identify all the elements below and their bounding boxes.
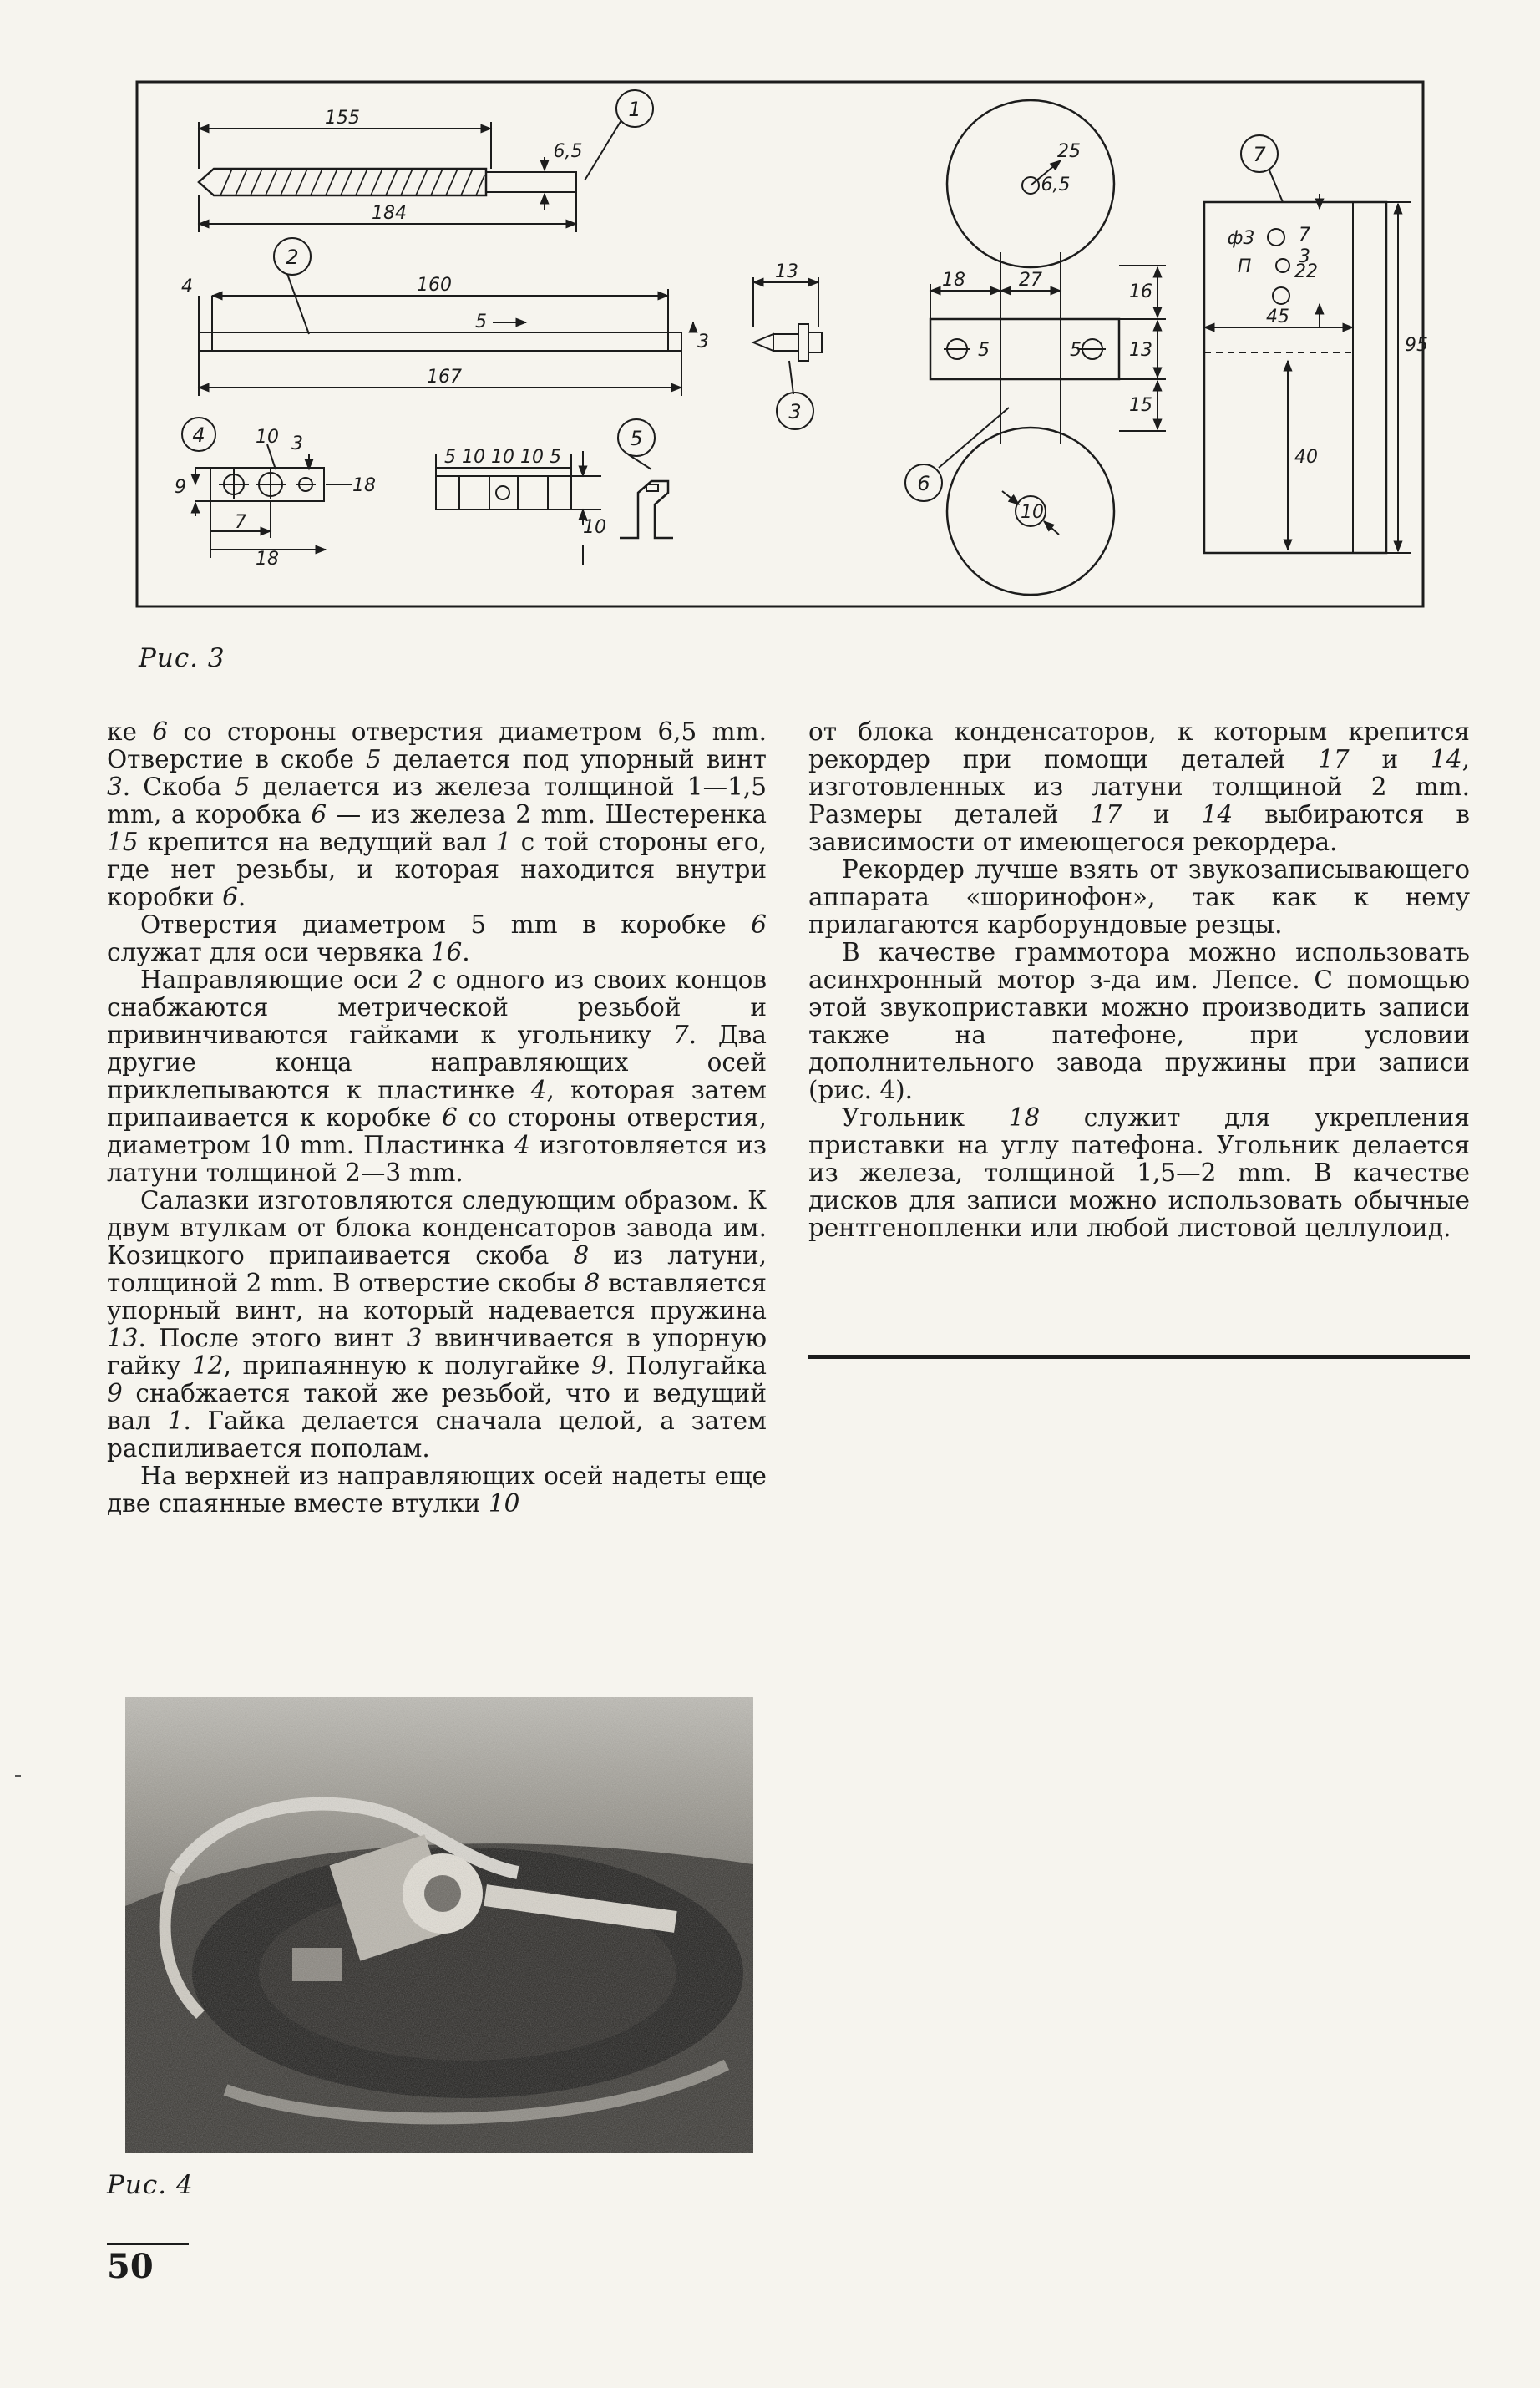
callout-1: 1 (628, 98, 641, 121)
bracket-dims: 5 10 10 10 5 (444, 447, 561, 468)
gear-dim-10: 10 (1021, 502, 1044, 523)
gear-dim-6-5: 6,5 (1041, 175, 1071, 195)
dim-13: 13 (775, 261, 798, 282)
plate-dim-18: 18 (352, 475, 376, 496)
page-number: 50 (107, 2247, 154, 2286)
plate-dim-7: 7 (235, 512, 246, 533)
plate-dim-3: 3 (291, 433, 303, 454)
section-end-rule (808, 1355, 1470, 1359)
figure-3-caption: Рис. 3 (139, 643, 225, 673)
dim-167: 167 (427, 367, 462, 388)
article-column-left (107, 718, 767, 1518)
angle-dim-45: 45 (1266, 307, 1289, 327)
callout-3: 3 (788, 400, 802, 423)
box-dim-5b: 5 (1070, 340, 1082, 361)
callout-7: 7 (1253, 143, 1266, 166)
angle-dim-7: 7 (1299, 225, 1310, 246)
angle-dim-22: 22 (1294, 261, 1318, 282)
dim-184: 184 (372, 203, 407, 224)
figure-3-drawing (134, 77, 1428, 611)
dim-3: 3 (697, 332, 709, 352)
dim-4: 4 (181, 276, 193, 297)
part-7-angle (1204, 135, 1411, 553)
figure-4-photo (125, 1697, 753, 2153)
callout-2: 2 (286, 246, 299, 269)
box-dim-16: 16 (1129, 281, 1152, 302)
paragraph: В качестве граммотора можно использовать асинхронный мотор з-да им. Лепсе. С помощью этой звукоприставки можно производить записи также на патефоне, при условии дополнительного завода пружины при записи (рис. 4). (808, 938, 1470, 1104)
plate-dim-9: 9 (175, 477, 186, 498)
gear-dim-25: 25 (1057, 141, 1081, 162)
angle-dim-d3: ф3 (1227, 228, 1255, 249)
box-dim-18: 18 (942, 270, 965, 291)
paragraph: Направляющие оси 2 с одного из своих концов снабжаются метрической резьбой и привинчиваются гайками к угольнику 7. Два другие конца направляющих осей приклепываются к пластинке 4, которая затем припаивается к коробке 6 со стороны отверстия, диаметром 10 mm. Пластинка 4 изготовляется из латуни толщиной 2—3 mm. (107, 966, 767, 1187)
margin-mark (15, 1775, 21, 1777)
part-3-stop-screw (753, 277, 822, 429)
part-1-lead-screw (199, 90, 653, 232)
paragraph: Рекордер лучше взять от звукозаписывающего аппарата «шоринофон», так как к нему прилагаются карборундовые резцы. (808, 855, 1470, 939)
angle-label-p: П (1237, 256, 1252, 277)
paragraph: Отверстия диаметром 5 mm в коробке 6 служат для оси червяка 16. (107, 910, 767, 966)
paragraph: ке 6 со стороны отверстия диаметром 6,5 mm. Отверстие в скобе 5 делается под упорный винт 3. Скоба 5 делается из железа толщиной 1—1,5 mm, а коробка 6 — из железа 2 mm. Шестеренка 15 крепится на ведущий вал 1 с той стороны его, где нет резьбы, и которая находится внутри коробки 6. (107, 717, 767, 911)
angle-dim-40: 40 (1294, 447, 1318, 468)
dim-155: 155 (325, 108, 360, 129)
box-dim-15: 15 (1129, 395, 1152, 416)
paragraph: Угольник 18 служит для укрепления приставки на углу патефона. Угольник делается из железа, толщиной 1,5—2 mm. В качестве дисков для записи можно использовать обычные рентгенопленки или любой листовой целлулоид. (808, 1103, 1470, 1242)
plate-dim-10: 10 (256, 427, 279, 448)
paragraph: от блока конденсаторов, к которым крепится рекордер при помощи деталей 17 и 14, изготовленных из латуни толщиной 2 mm. Размеры деталей 17 и 14 выбираются в зависимости от имеющегося рекордера. (808, 717, 1470, 856)
box-dim-5a: 5 (978, 340, 990, 361)
angle-dim-95: 95 (1405, 335, 1428, 356)
bracket-dim-10: 10 (583, 517, 606, 538)
dim-6-5: 6,5 (553, 141, 583, 162)
page-number-rule (107, 2243, 189, 2245)
angle-dim-3: 3 (1299, 246, 1310, 267)
article-column-right (808, 718, 1470, 1242)
paragraph: Салазки изготовляются следующим образом. К двум втулкам от блока конденсаторов завода им. Козицкого припаивается скоба 8 из латуни, толщиной 2 mm. В отверстие скобы 8 вставляется упорный винт, на который надевается пружина 13. После этого винт 3 ввинчивается в упорную гайку 12, припаянную к полугайке 9. Полугайка 9 снабжается такой же резьбой, что и ведущий вал 1. Гайка делается сначала целой, а затем распиливается пополам. (107, 1186, 767, 1463)
callout-4: 4 (192, 423, 205, 447)
dim-160: 160 (417, 275, 452, 296)
box-dim-27: 27 (1019, 270, 1042, 291)
box-dim-13: 13 (1129, 340, 1152, 361)
dim-5: 5 (475, 312, 487, 332)
figure-4-caption: Рис. 4 (107, 2170, 194, 2200)
callout-6: 6 (917, 472, 930, 495)
paragraph: На верхней из направляющих осей надеты еще две спаянные вместе втулки 10 (107, 1462, 767, 1518)
callout-5: 5 (630, 427, 643, 450)
plate-dim-18b: 18 (256, 549, 279, 570)
